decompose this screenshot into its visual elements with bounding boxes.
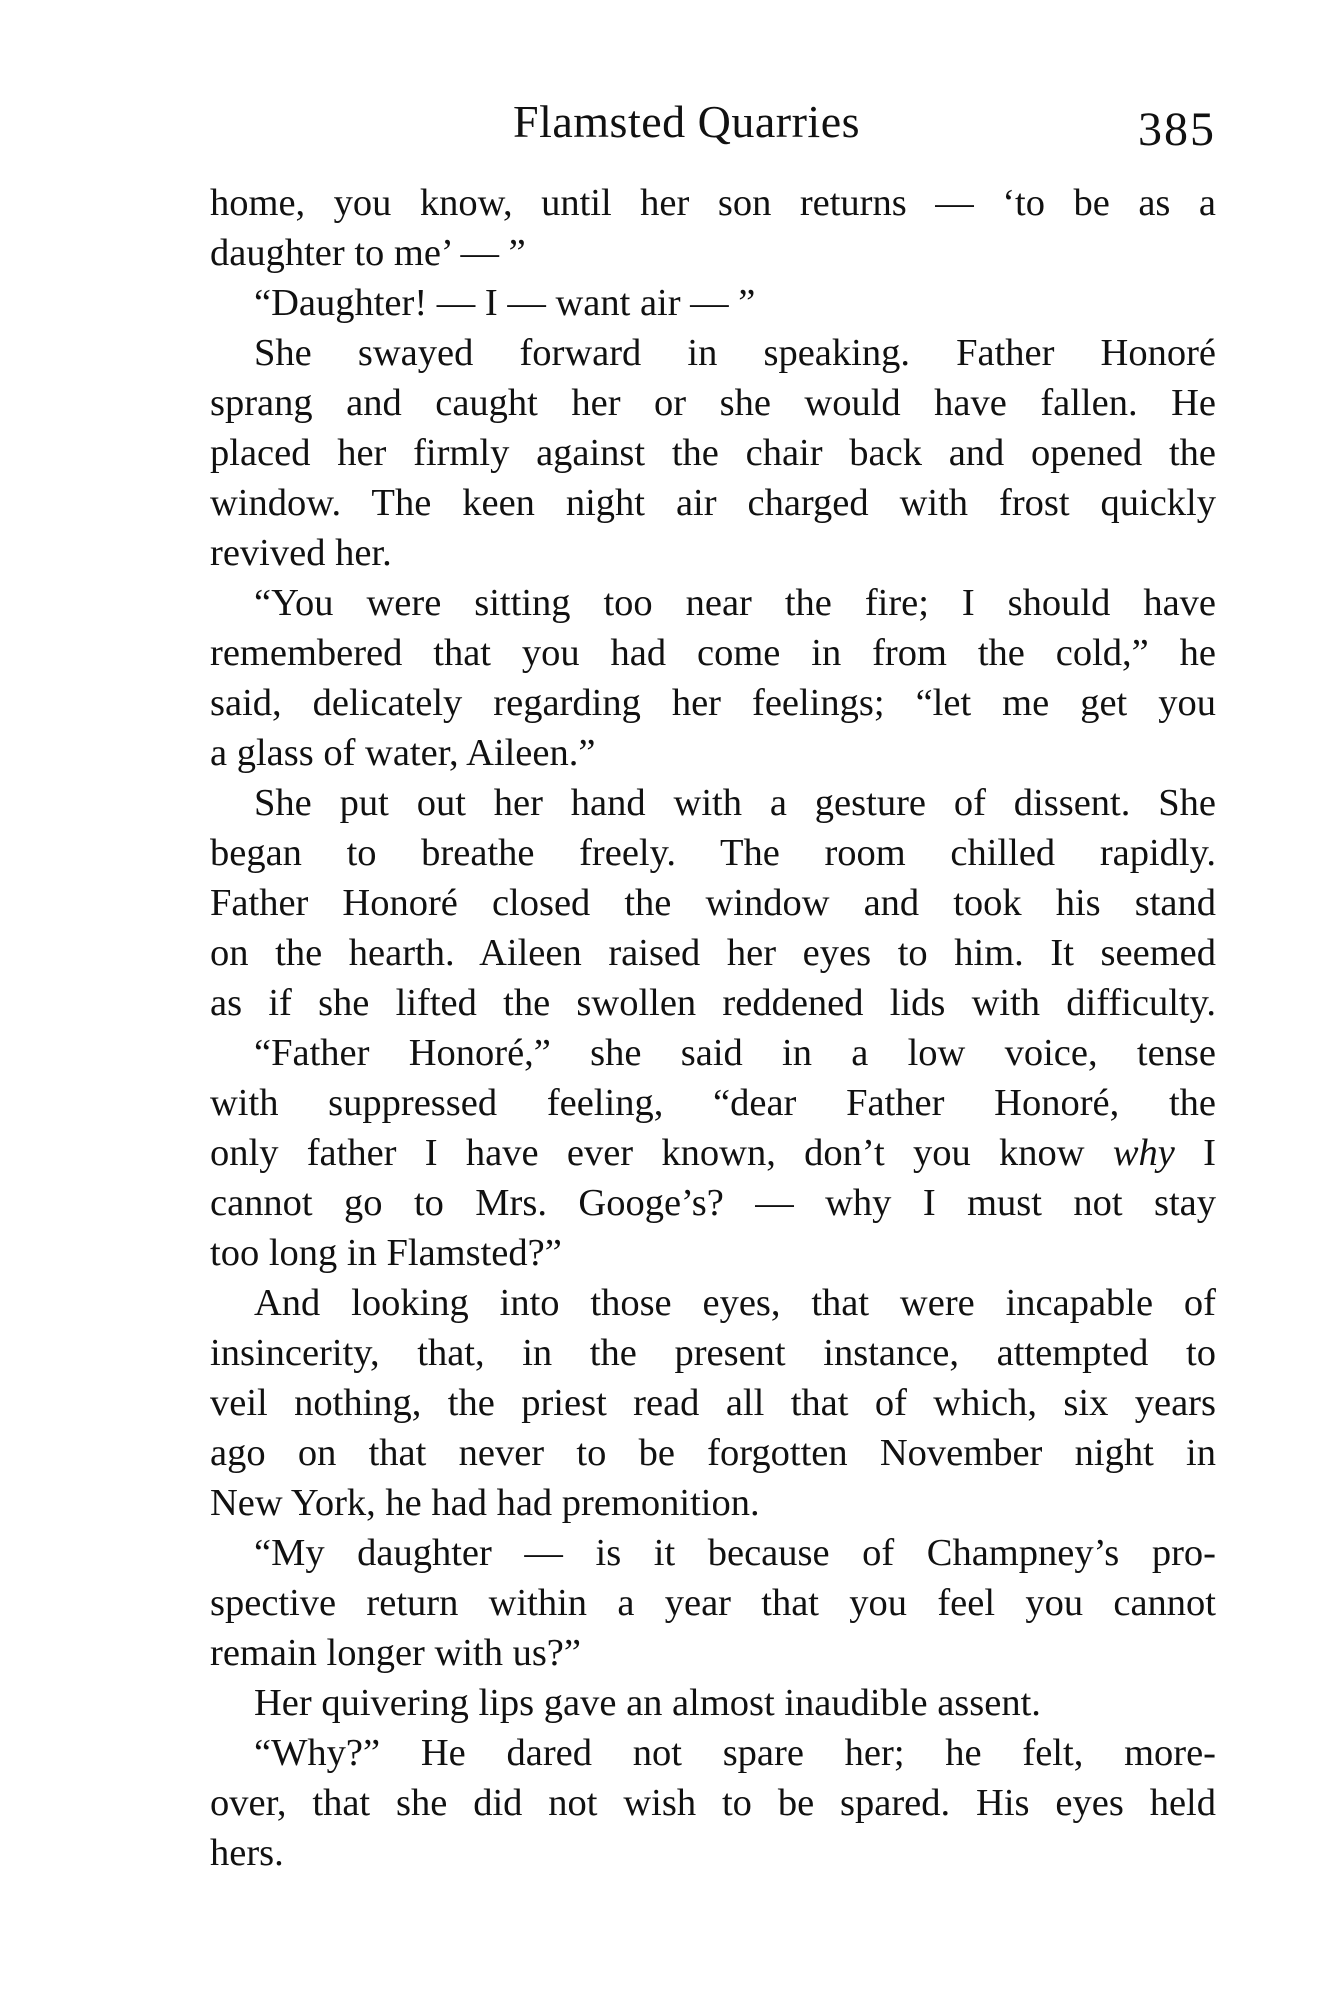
text-line: daughter to me’ — ” <box>210 232 526 274</box>
text-line: remembered that you had come in from the cold,” he <box>210 632 1216 674</box>
text-line: Her quivering lips gave an almost inaudible assent. <box>254 1682 1041 1724</box>
text-line: insincerity, that, in the present instance, attempted to <box>210 1332 1216 1374</box>
text-line: sprang and caught her or she would have fallen. He <box>210 382 1216 424</box>
italic-word: why <box>1112 1132 1175 1174</box>
text-line: on the hearth. Aileen raised her eyes to him. It seemed <box>210 932 1216 974</box>
text-line: with suppressed feeling, “dear Father Honoré, the <box>210 1082 1216 1124</box>
text-line: spective return within a year that you feel you cannot <box>210 1582 1216 1624</box>
text-line: “My daughter — is it because of Champney’s pro- <box>254 1532 1216 1574</box>
text-line: a glass of water, Aileen.” <box>210 732 596 774</box>
text-line: “You were sitting too near the fire; I should have <box>254 582 1216 624</box>
body-text <box>210 178 1216 1878</box>
page-number: 385 <box>1138 103 1216 156</box>
text-line: “Why?” He dared not spare her; he felt, more- <box>254 1732 1216 1774</box>
text-line: New York, he had had premonition. <box>210 1482 760 1524</box>
text-line: began to breathe freely. The room chilled rapidly. <box>210 832 1216 874</box>
text-line: over, that she did not wish to be spared. His eyes held <box>210 1782 1216 1824</box>
text-line: Father Honoré closed the window and took his stand <box>210 882 1216 924</box>
text-segment: I <box>1174 1132 1216 1174</box>
text-line: She swayed forward in speaking. Father Honoré <box>254 332 1216 374</box>
text-line: home, you know, until her son returns — ‘to be as a <box>210 182 1216 224</box>
running-head <box>210 92 1216 162</box>
text-line: “Father Honoré,” she said in a low voice, tense <box>254 1032 1216 1074</box>
text-line: ago on that never to be forgotten November night in <box>210 1432 1216 1474</box>
text-line: window. The keen night air charged with frost quickly <box>210 482 1216 524</box>
text-line: “Daughter! — I — want air — ” <box>254 282 756 324</box>
text-line: veil nothing, the priest read all that of which, six years <box>210 1382 1216 1424</box>
text-line: remain longer with us?” <box>210 1632 581 1674</box>
text-line: And looking into those eyes, that were incapable of <box>254 1282 1216 1324</box>
text-line: too long in Flamsted?” <box>210 1232 562 1274</box>
text-line: said, delicately regarding her feelings; “let me get you <box>210 682 1216 724</box>
running-title: Flamsted Quarries <box>513 96 861 147</box>
text-line: hers. <box>210 1832 284 1874</box>
text-line <box>210 1128 1216 1178</box>
text-line: She put out her hand with a gesture of dissent. She <box>254 782 1216 824</box>
text-segment: only father I have ever known, don’t you know <box>210 1132 1113 1174</box>
text-line: revived her. <box>210 532 392 574</box>
text-line: placed her firmly against the chair back and opened the <box>210 432 1216 474</box>
text-line: as if she lifted the swollen reddened lids with difficulty. <box>210 982 1216 1024</box>
text-line: cannot go to Mrs. Googe’s? — why I must not stay <box>210 1182 1216 1224</box>
